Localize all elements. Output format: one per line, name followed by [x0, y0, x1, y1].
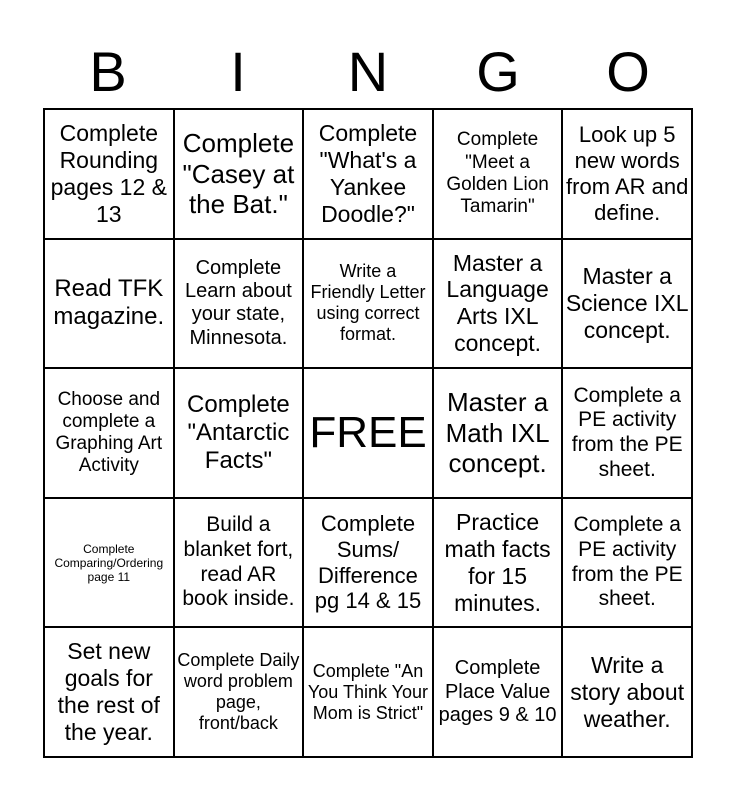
bingo-cell-text: Complete Comparing/Ordering page 11	[54, 541, 164, 584]
bingo-cell-text: Choose and complete a Graphing Art Activity	[55, 388, 163, 477]
bingo-cell-text: Set new goals for the rest of the year.	[57, 638, 160, 746]
bingo-cell-r1-c2[interactable]	[175, 110, 305, 240]
bingo-cell-r3-c1[interactable]	[45, 369, 175, 499]
bingo-cell-text: Complete Rounding pages 12 & 13	[50, 119, 167, 227]
bingo-cell-text: Complete a PE activity from the PE sheet.	[571, 513, 683, 611]
bingo-cell-r5-c1[interactable]	[45, 628, 175, 758]
bingo-cell-text: Complete "What's a Yankee Doodle?"	[318, 119, 418, 227]
bingo-cell-text: Master a Language Arts IXL concept.	[446, 249, 549, 357]
bingo-cell-r5-c3[interactable]	[304, 628, 434, 758]
bingo-cell-r3-c2[interactable]	[175, 369, 305, 499]
bingo-cell-text: Complete "Meet a Golden Lion Tamarin"	[446, 129, 549, 218]
bingo-cell-text: Complete Place Value pages 9 & 10	[438, 657, 557, 726]
bingo-cell-text: Complete a PE activity from the PE sheet.	[571, 383, 683, 481]
bingo-cell-r4-c4[interactable]	[434, 499, 564, 629]
bingo-cell-r4-c5[interactable]	[563, 499, 693, 629]
bingo-cell-r5-c2[interactable]	[175, 628, 305, 758]
bingo-cell-r2-c5[interactable]	[563, 240, 693, 370]
bingo-header	[43, 40, 693, 104]
bingo-cell-r4-c3[interactable]	[304, 499, 434, 629]
bingo-cell-text: Read TFK magazine.	[53, 275, 165, 331]
bingo-cell-text: Practice math facts for 15 minutes.	[444, 508, 551, 616]
bingo-cell-r3-c4[interactable]	[434, 369, 564, 499]
bingo-cell-r4-c2[interactable]	[175, 499, 305, 629]
bingo-cell-r1-c3[interactable]	[304, 110, 434, 240]
header-letter-o: O	[606, 40, 650, 103]
bingo-cell-text: Complete Daily word problem page, front/back	[177, 650, 300, 734]
bingo-cell-text: Complete "An You Think Your Mom is Strict"	[307, 660, 429, 723]
bingo-cell-text: Master a Math IXL concept.	[445, 387, 550, 479]
bingo-cell-r5-c4[interactable]	[434, 628, 564, 758]
bingo-cell-text: Build a blanket fort, read AR book inside.	[182, 513, 295, 611]
bingo-grid	[43, 108, 693, 758]
bingo-cell-text: FREE	[309, 408, 427, 458]
bingo-cell-text: Complete "Casey at the Bat."	[182, 128, 295, 219]
bingo-cell-r2-c3[interactable]	[304, 240, 434, 370]
header-letter-i: I	[230, 40, 246, 103]
bingo-cell-r1-c1[interactable]	[45, 110, 175, 240]
header-letter-b: B	[89, 40, 127, 103]
header-letter-n: N	[347, 40, 389, 103]
bingo-cell-text: Write a Friendly Letter using correct format.	[310, 261, 426, 345]
bingo-cell-r2-c1[interactable]	[45, 240, 175, 370]
bingo-cell-text: Master a Science IXL concept.	[565, 263, 689, 343]
bingo-cell-text: Write a story about weather.	[570, 651, 685, 732]
bingo-cell-r1-c5[interactable]	[563, 110, 693, 240]
bingo-cell-text: Complete "Antarctic Facts"	[187, 390, 290, 475]
bingo-cell-text: Complete Learn about your state, Minnesota.	[185, 256, 292, 349]
bingo-cell-r5-c5[interactable]	[563, 628, 693, 758]
bingo-cell-r1-c4[interactable]	[434, 110, 564, 240]
header-letter-g: G	[476, 40, 520, 103]
bingo-cell-r4-c1[interactable]	[45, 499, 175, 629]
bingo-cell-text: Complete Sums/ Difference pg 14 & 15	[314, 511, 422, 614]
bingo-cell-text: Look up 5 new words from AR and define.	[566, 122, 689, 225]
free-space-cell[interactable]	[304, 369, 434, 499]
bingo-cell-r2-c4[interactable]	[434, 240, 564, 370]
bingo-cell-r3-c5[interactable]	[563, 369, 693, 499]
bingo-cell-r2-c2[interactable]	[175, 240, 305, 370]
